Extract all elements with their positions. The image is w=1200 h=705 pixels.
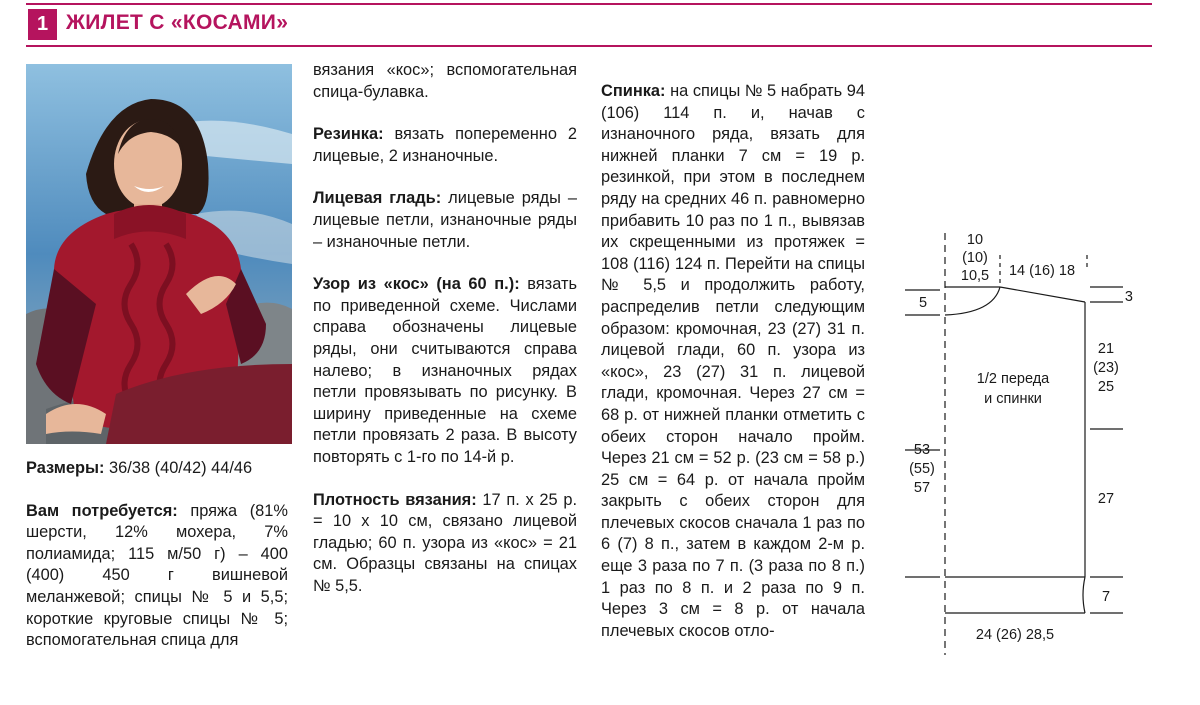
label-half-width: 24 (26) 28,5 — [975, 627, 1055, 643]
stockinette-label: Лицевая гладь: — [313, 189, 442, 208]
header-top-rule — [26, 3, 1152, 5]
gauge-label: Плотность вязания: — [313, 490, 477, 509]
label-total-2: (55) — [909, 461, 935, 477]
stockinette-paragraph — [313, 188, 577, 253]
sizes-paragraph — [26, 458, 288, 480]
label-neck-width-1: 10 — [966, 232, 984, 248]
photo-illustration — [26, 64, 292, 444]
piece-label-line-1: 1/2 переда — [976, 371, 1050, 387]
cables-text: вязать по приведенной схеме. Числами справа обозначены лицевые ряды, они считываются справа налево; в изнаночных рядах петли провязывать по рисунку. В ширину приведенные на схеме петли провязать 2 раза. В высоту повторять с 1-го по 14-й р. — [313, 275, 577, 466]
cables-paragraph — [313, 274, 577, 468]
rib-text: вязать попеременно 2 лицевые, 2 изнаночные. — [313, 125, 577, 165]
label-neck-depth: 5 — [918, 295, 928, 311]
label-shoulder-drop: 3 — [1124, 289, 1133, 305]
article-title: ЖИЛЕТ С «КОСАМИ» — [66, 11, 289, 34]
label-neck-width-3: 10,5 — [960, 268, 990, 284]
label-armhole-1: 21 — [1097, 341, 1115, 357]
materials-label: Вам потребуется: — [26, 501, 178, 520]
rib-paragraph — [313, 124, 577, 167]
sizes-text: 36/38 (40/42) 44/46 — [109, 459, 253, 477]
label-total-3: 57 — [913, 480, 931, 496]
piece-label-line-2: и спинки — [984, 391, 1042, 407]
materials-text: пряжа (81% шерсти, 12% мохера, 7% полиамида; 115 м/50 г) – 400 (400) 450 г вишневой меланжевой; спицы № 5 и 5,5; короткие круговые спицы № 5; вспомогательная спица для — [26, 501, 288, 650]
schematic-lines — [905, 233, 1123, 655]
pattern-schematic — [895, 225, 1133, 655]
rib-label: Резинка: — [313, 125, 384, 144]
label-total-1: 53 — [913, 442, 931, 458]
stockinette-text: лицевые ряды – лицевые петли, изнаночные ряды – изнаночные петли. — [313, 189, 577, 251]
back-text: на спицы № 5 набрать 94 (106) 114 п. и, начав с изнаночного ряда, вязать для нижней планки 7 см = 19 р. резинкой, при этом в последнем ряду на средних 46 п. равномерно прибавить 10 раз по 1 п., вывязав их скрещенными из протяжек = 108 (116) 124 п. Перейти на спицы № 5,5 и продолжить работу, распределив петли следующим образом: кромочная, 23 (27) 31 п. лицевой глади, 60 п. узора из «кос», 23 (27) 31 п. лицевой глади, кромочная. Через 27 см = 68 р. от нижней планки отметить с обеих сторон начало пройм. Через 21 см = 52 р. (23 см = 58 р.) 25 см = 64 р. от начала пройм закрыть с обеих сторон для плечевых скосов сначала 1 раз по 6 (7) 8 п., затем в каждом 2-м р. еще 3 раза по 7 п. (3 раза по 8 п.) 1 раз по 8 п. и 2 раза по 9 п. Через 3 см = 8 р. от начала плечевых скосов отло- — [601, 82, 865, 640]
cables-label: Узор из «кос» (на 60 п.): — [313, 275, 520, 294]
back-label: Спинка: — [601, 82, 666, 100]
text-column-3 — [601, 60, 865, 642]
materials-continuation: вязания «кос»; вспомогательная спица-булавка. — [313, 61, 577, 101]
label-armhole-3: 25 — [1097, 379, 1115, 395]
text-column-2 — [313, 60, 577, 597]
text-column-1 — [26, 458, 288, 652]
materials-paragraph — [26, 501, 288, 652]
header-underline — [26, 45, 1152, 47]
sizes-label: Размеры: — [26, 459, 105, 477]
photo-woman-in-red-vest — [26, 64, 292, 444]
label-shoulder-width: 14 (16) 18 — [1008, 263, 1076, 279]
label-side-height: 27 — [1097, 491, 1115, 507]
gauge-paragraph — [313, 490, 577, 598]
label-armhole-2: (23) — [1093, 360, 1119, 376]
label-neck-width-2: (10) — [962, 250, 988, 266]
label-band-height: 7 — [1101, 589, 1111, 605]
gauge-text: 17 п. х 25 р. = 10 х 10 см, связано лицевой гладью; 60 п. узора из «кос» = 21 см. Образцы связаны на спицах № 5,5. — [313, 490, 577, 595]
article-number-badge: 1 — [28, 9, 57, 40]
back-paragraph — [601, 81, 865, 642]
